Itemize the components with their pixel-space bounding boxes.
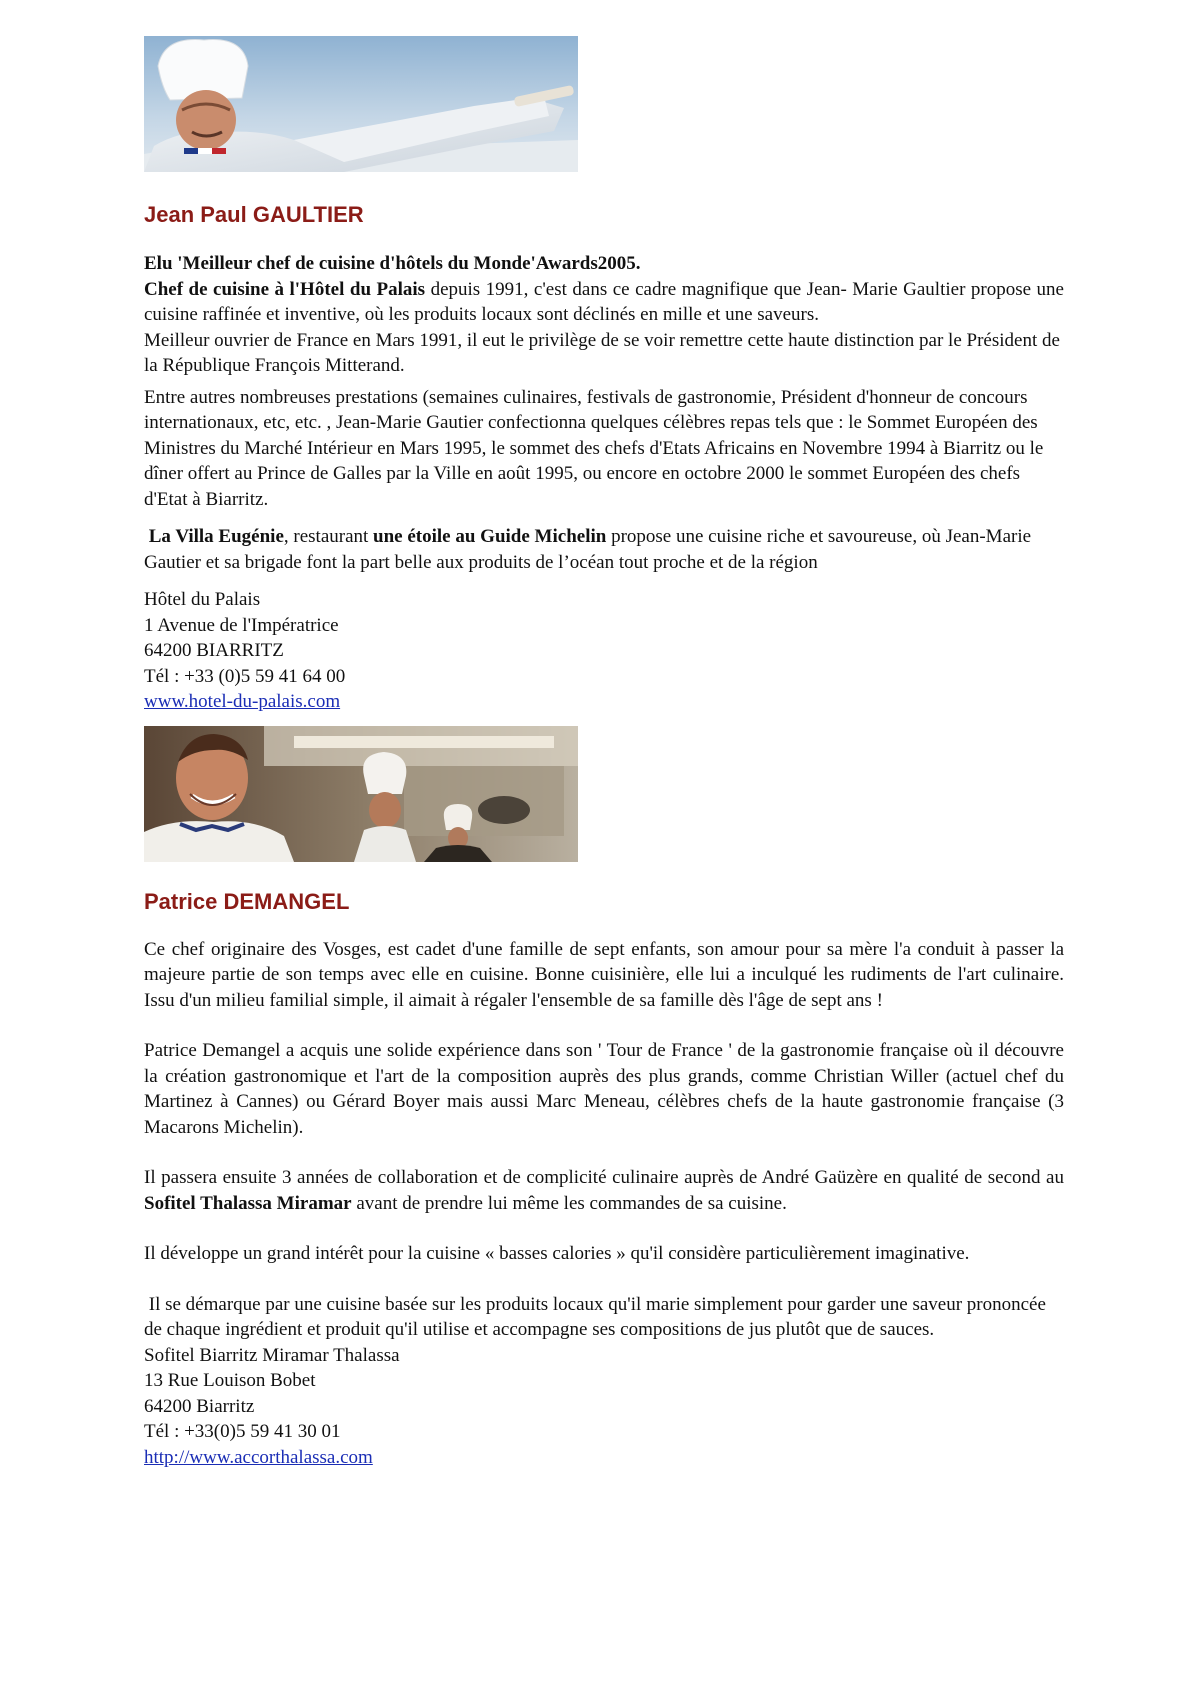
document-page	[144, 36, 1064, 1470]
sofitel-address-line-1: Sofitel Biarritz Miramar Thalassa	[144, 1344, 400, 1366]
gaultier-paragraph-1	[144, 277, 1064, 328]
gaultier-paragraph-4	[144, 524, 1064, 575]
address-line-2: 1 Avenue de l'Impératrice	[144, 614, 339, 636]
address-line-1: Hôtel du Palais	[144, 589, 261, 610]
gaultier-p1-rest: depuis 1991, c'est dans ce cadre magnifique que Jean- Marie Gaultier propose une cuisine raffinée et inventive, où les produits locaux sont déclinés en mille et une saveurs.	[144, 278, 1064, 325]
michelin-star-bold: une étoile au Guide Michelin	[373, 526, 607, 547]
gaultier-paragraph-3: Entre autres nombreuses prestations (semaines culinaires, festivals de gastronomie, Président d'honneur de concours internationaux, etc, etc. , Jean-Marie Gautier confectionna quelques célèbres repas tels que : le Sommet Européen des Ministres du Marché Intérieur en Mars 1995, le sommet des chefs d'Etats Africains en Novembre 1994 à Biarritz ou le dîner offert au Prince de Galles par la Ville en août 1995, ou encore en octobre 2000 le sommet Européen des chefs d'Etat à Biarritz.	[144, 386, 1044, 510]
sofitel-address-phone: Tél : +33(0)5 59 41 30 01	[144, 1421, 341, 1442]
chef-portrait-white-hat-icon	[144, 36, 578, 172]
demangel-p3-end: avant de prendre lui même les commandes de sa cuisine.	[351, 1192, 787, 1214]
chef-photo-gaultier	[144, 36, 578, 172]
chef-in-kitchen-portrait-icon	[144, 726, 578, 862]
demangel-paragraph-1: Ce chef originaire des Vosges, est cadet d'une famille de sept enfants, son amour pour sa mère l'a conduit à passer la majeure partie de son temps avec elle en cuisine. Bonne cuisinière, elle lui a inculqué les rudiments de l'art culinaire. Issu d'un milieu familial simple, il aimait à régaler l'ensemble de sa famille dès l'âge de sept ans !	[144, 938, 1064, 1011]
hotel-du-palais-link[interactable]: www.hotel-du-palais.com	[144, 691, 341, 712]
address-phone: Tél : +33 (0)5 59 41 64 00	[144, 665, 346, 687]
gaultier-p1-bold: Chef de cuisine à l'Hôtel du Palais	[144, 278, 426, 300]
demangel-paragraph-4: Il développe un grand intérêt pour la cuisine « basses calories » qu'il considère particulièrement imaginative.	[144, 1243, 970, 1264]
villa-eugenie-bold: La Villa Eugénie	[148, 526, 284, 547]
chef-name-heading-demangel: Patrice DEMANGEL	[144, 888, 350, 914]
sofitel-address-line-2: 13 Rue Louison Bobet	[144, 1370, 316, 1391]
demangel-paragraph-3	[144, 1165, 1064, 1216]
demangel-paragraph-5	[144, 1292, 1064, 1343]
sofitel-bold: Sofitel Thalassa Miramar	[144, 1192, 352, 1214]
address-block-hotel-du-palais	[144, 587, 1064, 715]
gaultier-paragraph-2: Meilleur ouvrier de France en Mars 1991, il eut le privilège de se voir remettre cette haute distinction par le Président de la République François Mitterand.	[144, 329, 1060, 376]
address-line-3: 64200 BIARRITZ	[144, 640, 284, 661]
award-line	[144, 251, 1064, 277]
demangel-paragraph-2: Patrice Demangel a acquis une solide expérience dans son ' Tour de France ' de la gastronomie française où il découvre la création gastronomique et l'art de la composition auprès des plus grands, comme Christian Willer (actuel chef du Martinez à Cannes) ou Gérard Boyer mais aussi Marc Meneau, célèbres chefs de la haute gastronomie française (3 Macarons Michelin).	[144, 1040, 1064, 1138]
accorthalassa-link[interactable]: http://www.accorthalassa.com	[144, 1446, 373, 1468]
demangel-p3-start: Il passera ensuite 3 années de collaboration et de complicité culinaire auprès de André Gaüzère en qualité de second au	[144, 1167, 1064, 1188]
gaultier-p4-mid: , restaurant	[283, 526, 374, 547]
chef-name-heading-gaultier: Jean Paul GAULTIER	[144, 202, 364, 227]
sofitel-address-line-3: 64200 Biarritz	[144, 1395, 255, 1417]
award-text: Elu 'Meilleur chef de cuisine d'hôtels du Monde'Awards2005.	[144, 253, 641, 274]
demangel-p5-text: Il se démarque par une cuisine basée sur les produits locaux qu'il marie simplement pour garder une saveur prononcée de chaque ingrédient et produit qu'il utilise et accompagne ses compositions de jus plutôt que de sauces.	[144, 1293, 1046, 1340]
address-block-sofitel	[144, 1343, 1064, 1471]
address-website-line	[144, 689, 1064, 715]
chef-photo-demangel	[144, 726, 578, 862]
sofitel-website-line	[144, 1445, 1064, 1471]
gaultier-p4-rest: propose une cuisine riche et savoureuse, où Jean-Marie Gautier et sa brigade font la part belle aux produits de l’océan tout proche et de la région	[144, 526, 1032, 573]
